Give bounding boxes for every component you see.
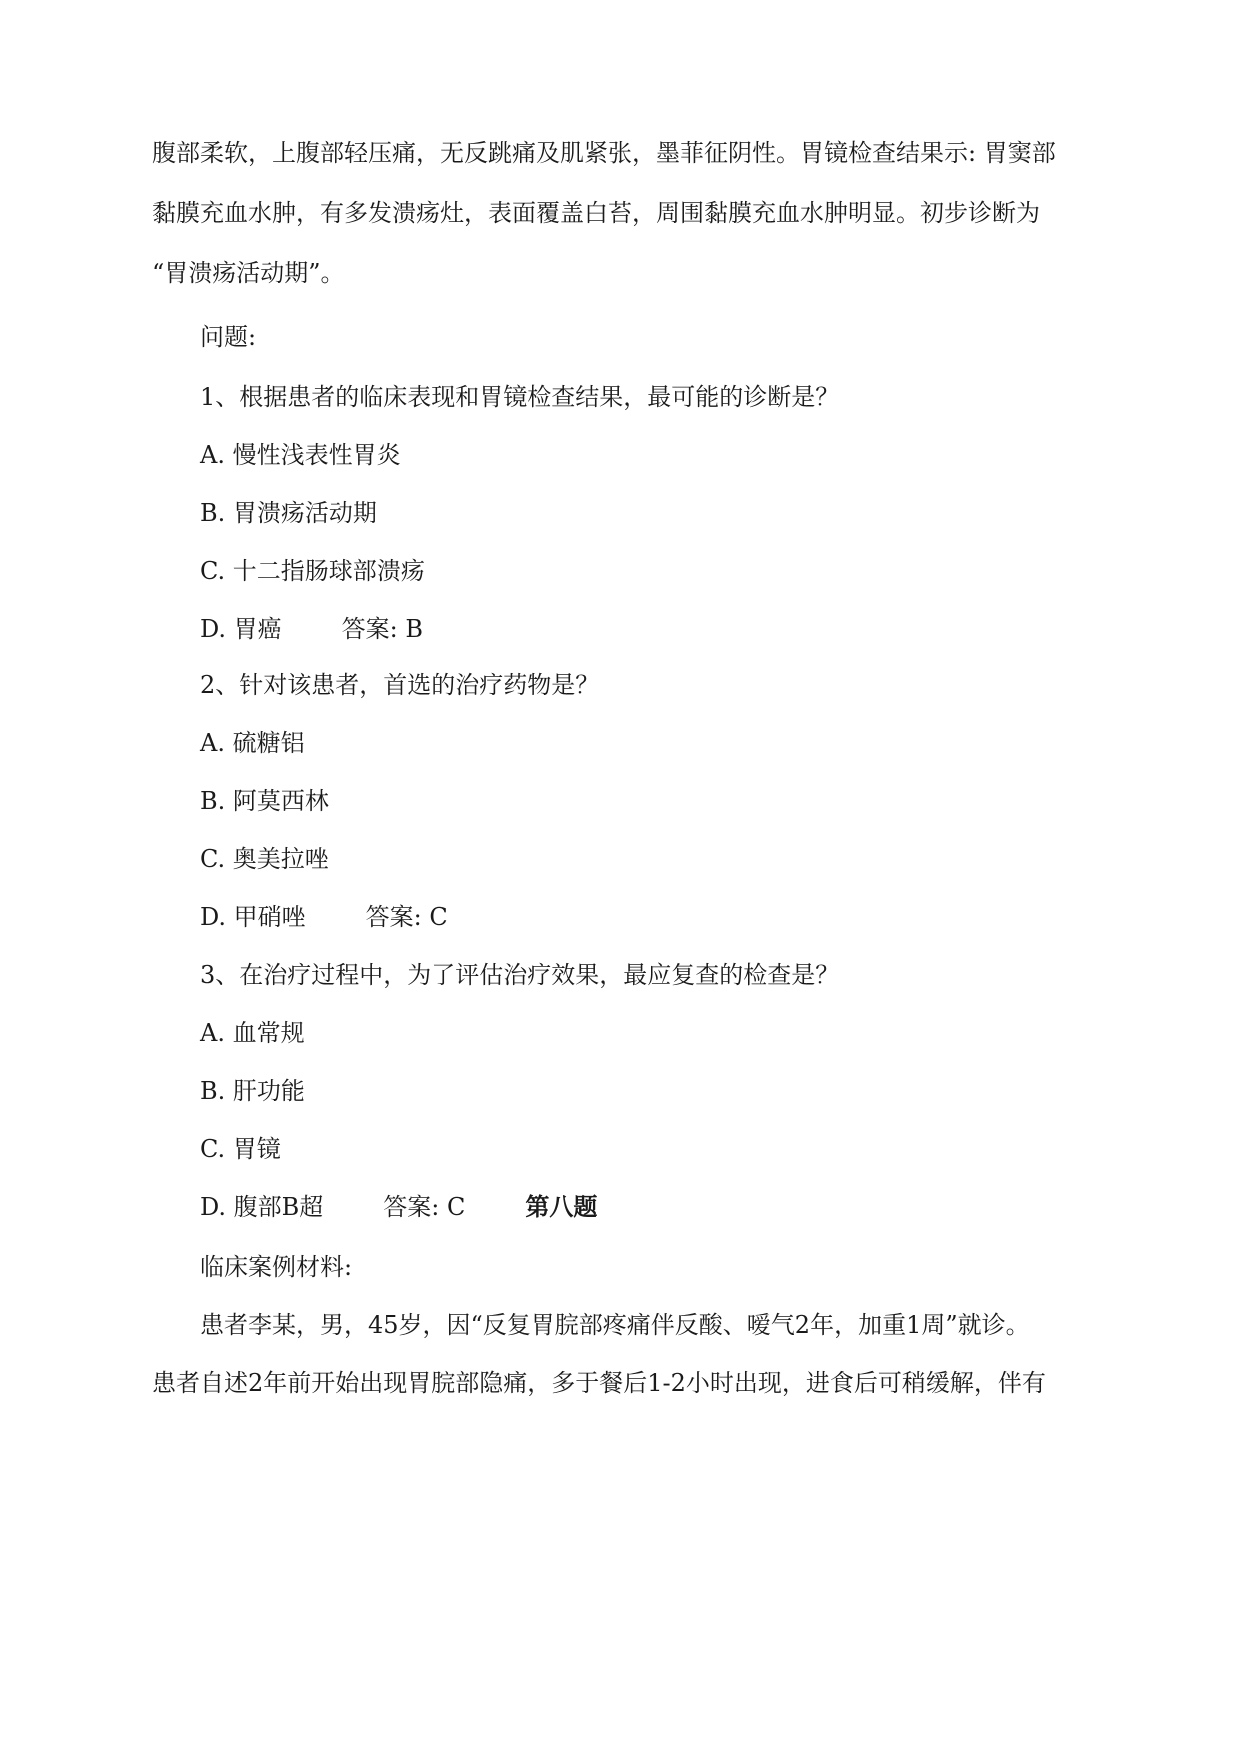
question-3-answer: 答案: C [383, 1193, 466, 1221]
questions-label: 问题: [200, 323, 257, 351]
question-3-option-d-row [200, 1192, 1140, 1222]
question-1-option-a: A. 慢性浅表性胃炎 [200, 441, 401, 469]
question-1-option-d: D. 胃癌 [200, 615, 282, 643]
question-1-answer: 答案: B [341, 615, 424, 643]
question-3-option-c: C. 胃镜 [200, 1135, 281, 1163]
question-2-option-d-row [200, 902, 1140, 932]
question-3-option-b: B. 肝功能 [200, 1077, 305, 1105]
question-1-option-b: B. 胃溃疡活动期 [200, 499, 377, 527]
question-2-option-b: B. 阿莫西林 [200, 787, 329, 815]
case-continuation-line-3: “胃溃疡活动期”。 [152, 259, 345, 287]
case-text-line-1: 患者李某，男，45岁，因“反复胃脘部疼痛伴反酸、嗳气2年，加重1周”就诊。 [200, 1311, 1030, 1339]
case-continuation-line-1: 腹部柔软，上腹部轻压痛，无反跳痛及肌紧张，墨菲征阴性。胃镜检查结果示: 胃窦部 [152, 139, 1056, 167]
case-continuation-line-2: 黏膜充血水肿，有多发溃疡灶，表面覆盖白苔，周围黏膜充血水肿明显。初步诊断为 [152, 199, 1040, 227]
question-3-option-a: A. 血常规 [200, 1019, 305, 1047]
question-1-option-c: C. 十二指肠球部溃疡 [200, 557, 425, 585]
question-3-option-d: D. 腹部B超 [200, 1193, 324, 1221]
question-2-option-d: D. 甲硝唑 [200, 903, 306, 931]
question-1-stem: 1、根据患者的临床表现和胃镜检查结果，最可能的诊断是？ [200, 383, 840, 411]
case-material-label: 临床案例材料: [200, 1253, 353, 1281]
question-2-option-a: A. 硫糖铝 [200, 729, 305, 757]
next-section-title: 第八题 [525, 1193, 598, 1221]
question-2-answer: 答案: C [365, 903, 448, 931]
case-text-line-2: 患者自述2年前开始出现胃脘部隐痛，多于餐后1-2小时出现，进食后可稍缓解，伴有 [152, 1369, 1046, 1397]
question-3-stem: 3、在治疗过程中，为了评估治疗效果，最应复查的检查是？ [200, 961, 840, 989]
question-1-option-d-row [200, 614, 1140, 644]
question-2-stem: 2、针对该患者，首选的治疗药物是？ [200, 671, 600, 699]
question-2-option-c: C. 奥美拉唑 [200, 845, 329, 873]
